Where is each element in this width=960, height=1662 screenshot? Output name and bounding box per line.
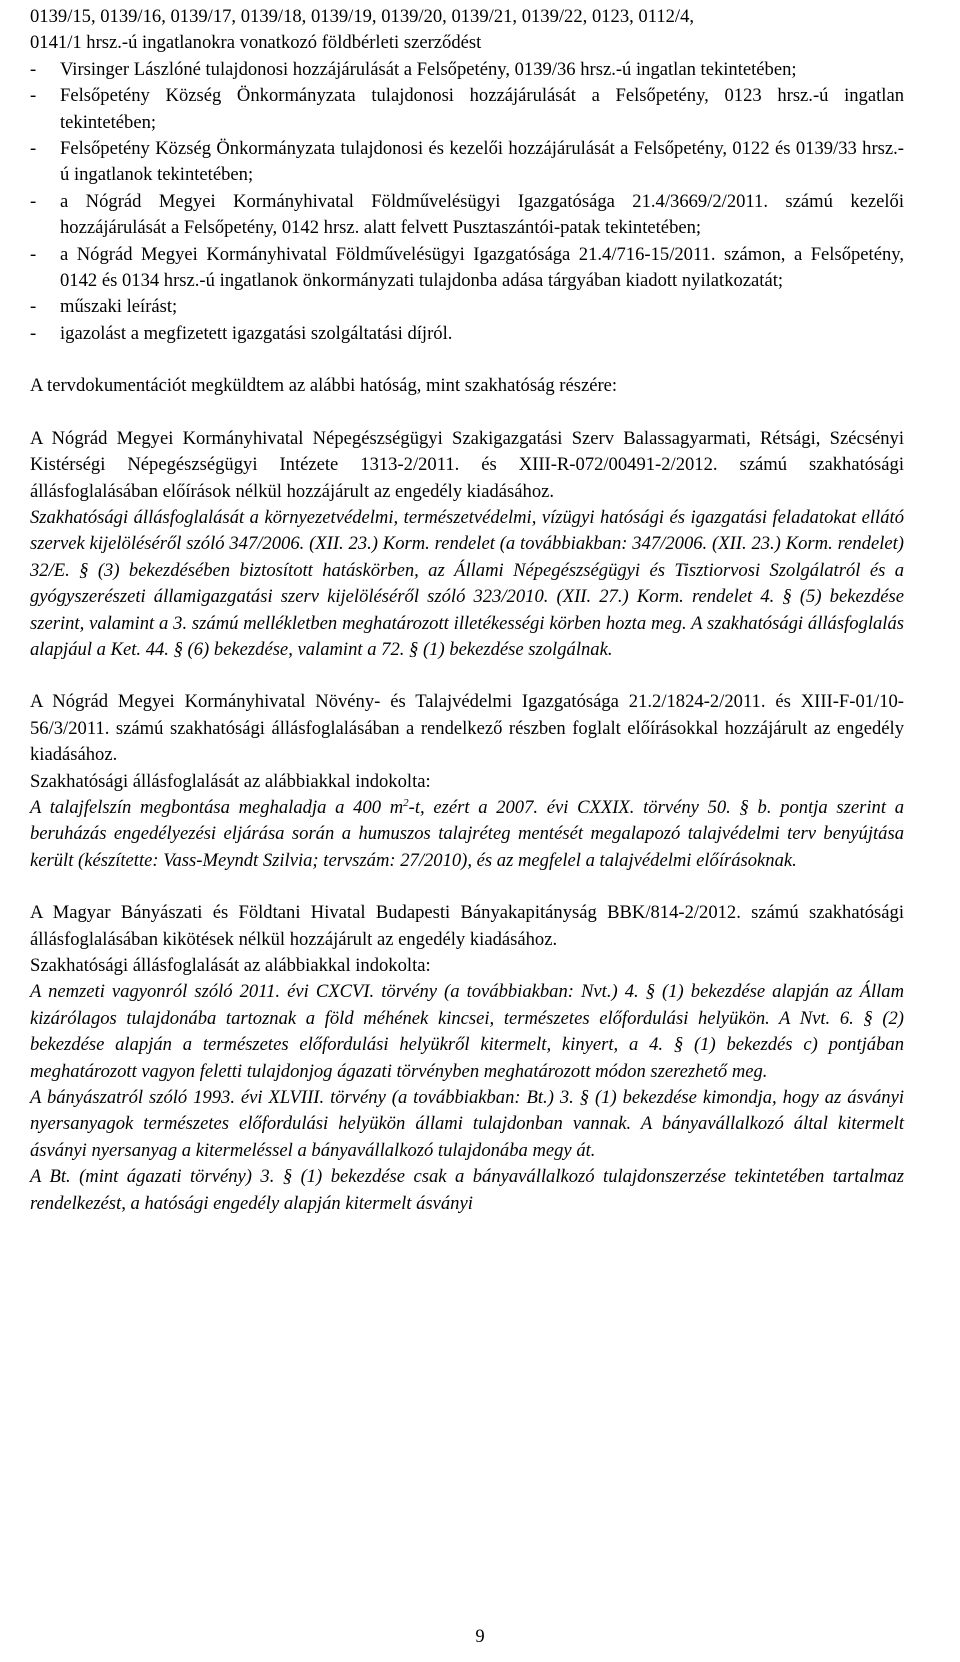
section3-paragraph: A Magyar Bányászati és Földtani Hivatal Budapesti Bányakapitányság BBK/814-2/2012. számú szakhatósági állásfoglalásában kikötések nélkül hozzájárult az engedély kiadásához.	[30, 902, 904, 950]
list-item: - Felsőpetény Község Önkormányzata tulajdonosi és kezelői hozzájárulását a Felsőpetény, 0122 és 0139/33 hrsz.-ú ingatlanok tekintetében;	[30, 138, 904, 186]
top-line-2: 0141/1 hrsz.-ú ingatlanokra vonatkozó földbérleti szerződést	[30, 32, 482, 54]
section2-justification: A talajfelszín megbontása meghaladja a 400 $m^2-t$, ezért a 2007. évi CXXIX. törvény 50. § b. pontja szerint a beruházás engedélyezési eljárása során a humuszos talajréteg mentését megalapozó talajvédelmi terv benyújtása került (készítette: Vass-Meyndt Szilvia; tervszám: 27/2010), és az megfelel a talajvédelmi előírásoknak.	[30, 796, 905, 871]
section3-justification-2: A bányászatról szóló 1993. évi XLVIII. törvény (a továbbiakban: Bt.) 3. § (1) bekezdése kimondja, hogy az ásványi nyersanyagok természetes előfordulási helyükön állami tulajdonban vannak. A bányavállalkozó által kitermelt ásványi nyersanyag a kitermeléssel a bányavállalkozó tulajdonába megy át.	[30, 1087, 904, 1161]
list-item: - igazolást a megfizetett igazgatási szolgáltatási díjról.	[30, 322, 453, 344]
top-line-1: 0139/15, 0139/16, 0139/17, 0139/18, 0139/19, 0139/20, 0139/21, 0139/22, 0123, 0112/4,	[30, 6, 695, 27]
section3-justification-1: A nemzeti vagyonról szóló 2011. évi CXCVI. törvény (a továbbiakban: Nvt.) 4. § (1) bekezdése alapján az Állam kizárólagos tulajdonába tartoznak a föld méhének kincsei, természetes előfordulási helyükön. A Nvt. 6. § (2) bekezdése alapján a természetes előfordulási helyükről kitermelt, kinyert, a 4. § (1) bekezdés c) pontjában meghatározott vagyon feletti tulajdonjog ágazati törvényben meghatározott módon szerezhető meg.	[30, 981, 904, 1082]
list-item: - Virsinger Lászlóné tulajdonosi hozzájárulását a Felsőpetény, 0139/36 hrsz.-ú ingatlan tekintetében;	[30, 58, 797, 80]
section2-justification-heading: Szakhatósági állásfoglalását az alábbiakkal indokolta:	[30, 770, 431, 792]
list-item: - Felsőpetény Község Önkormányzata tulajdonosi hozzájárulását a Felsőpetény, 0123 hrsz.-ú ingatlan tekintetében;	[30, 85, 904, 133]
intro-paragraph: A tervdokumentációt megküldtem az alábbi hatóság, mint szakhatóság részére:	[30, 375, 618, 397]
list-item: - a Nógrád Megyei Kormányhivatal Földművelésügyi Igazgatósága 21.4/716-15/2011. számon, a Felsőpetény, 0142 és 0134 hrsz.-ú ingatlanok önkormányzati tulajdonba adása tárgyában kiadott nyilatkozatát;	[30, 243, 904, 292]
page-number: 9	[475, 1626, 485, 1647]
list-item: - műszaki leírást;	[30, 296, 178, 318]
attachment-list	[30, 57, 904, 347]
document-page	[30, 4, 904, 1217]
section3-justification-heading: Szakhatósági állásfoglalását az alábbiakkal indokolta:	[30, 955, 431, 976]
section2-paragraph: A Nógrád Megyei Kormányhivatal Növény- és Talajvédelmi Igazgatósága 21.2/1824-2/2011. és XIII-F-01/10-56/3/2011. számú szakhatósági állásfoglalásában a rendelkező részben foglalt előírásokkal hozzájárult az engedély kiadásához.	[30, 691, 904, 766]
list-item: - a Nógrád Megyei Kormányhivatal Földművelésügyi Igazgatósága 21.4/3669/2/2011. számú kezelői hozzájárulását a Felsőpetény, 0142 hrsz. alatt felvett Pusztaszántói-patak tekintetében;	[30, 190, 904, 239]
section1-justification: Szakhatósági állásfoglalását a környezetvédelmi, természetvédelmi, vízügyi hatósági és igazgatási feladatokat ellátó szervek kijelöléséről szóló 347/2006. (XII. 23.) Korm. rendelet (a továbbiakban: 347/2006. (XII. 23.) Korm. rendelet) 32/E. § (3) bekezdésében biztosított hatáskörben, az Állami Népegészségügyi és Tisztiorvosi Szolgálatról és a gyógyszerészeti államigazgatási szerv kijelöléséről szóló 323/2010. (XII. 27.) Korm. rendelet 4. § (5) bekezdése szerint, valamint a 3. számú mellékletben meghatározott illetékességi körben hozta meg. A szakhatósági állásfoglalás alapjául a Ket. 44. § (6) bekezdése, valamint a 72. § (1) bekezdése szolgálnak.	[30, 506, 904, 660]
section1-paragraph: A Nógrád Megyei Kormányhivatal Népegészségügyi Szakigazgatási Szerv Balassagyarmati, Rétsági, Szécsényi Kistérségi Népegészségügyi Intézete 1313-2/2011. és XIII-R-072/00491-2/2012. számú szakhatósági állásfoglalásában előírások nélkül hozzájárult az engedély kiadásához.	[30, 427, 904, 502]
section3-justification-3: A Bt. (mint ágazati törvény) 3. § (1) bekezdése csak a bányavállalkozó tulajdonszerzése tekintetében tartalmaz rendelkezést, a hatósági engedély alapján kitermelt ásványi	[30, 1166, 904, 1214]
